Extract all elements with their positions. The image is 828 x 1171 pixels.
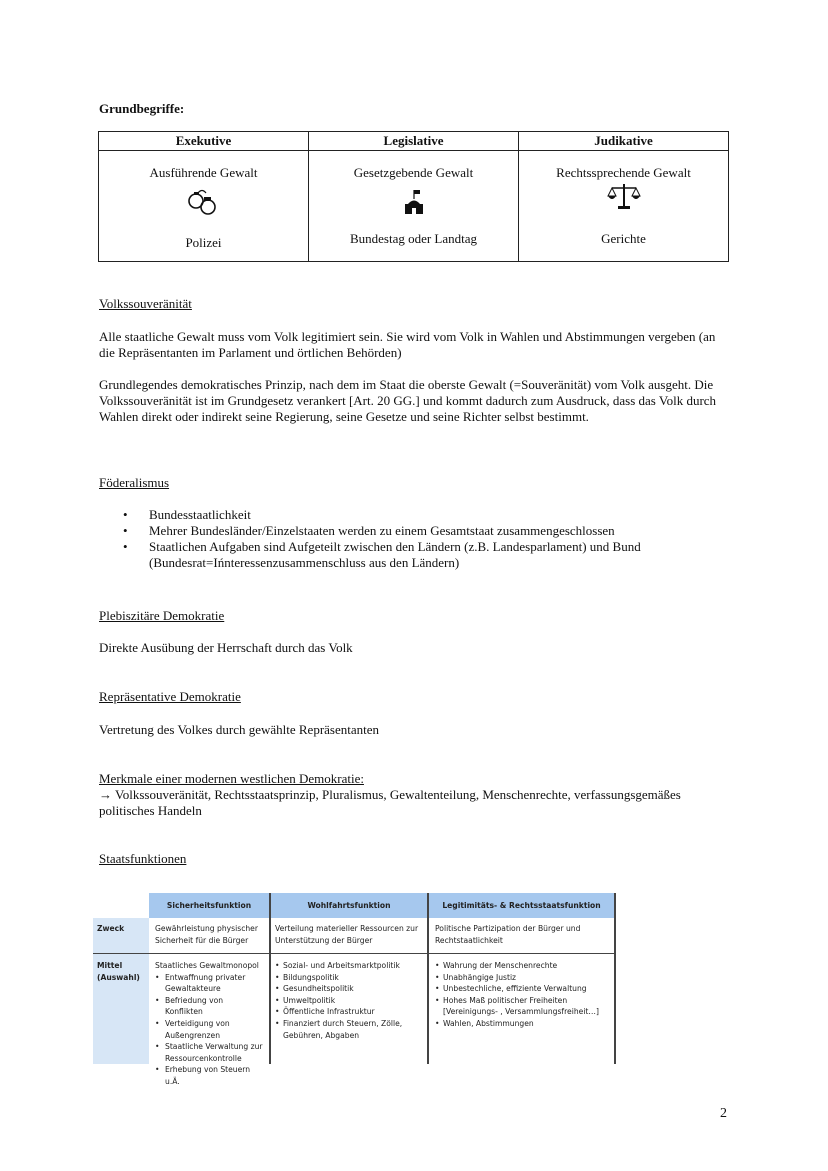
list-item: • Verteidigung von Außengrenzen xyxy=(155,1018,263,1041)
section-title: Grundbegriffe: xyxy=(99,101,185,116)
heading-volkssouveraenitaet: Volkssouveränität xyxy=(99,296,192,311)
cell: Verteilung materieller Ressourcen zur Unterstützung der Bürger xyxy=(271,918,429,953)
example: Polizei xyxy=(185,235,222,250)
header-judikative: Judikative xyxy=(519,132,729,151)
list-item: • Sozial- und Arbeitsmarktpolitik xyxy=(275,960,423,972)
cell-exekutive xyxy=(99,151,309,262)
header-legislative: Legislative xyxy=(309,132,519,151)
paragraph: Vertretung des Volkes durch gewählte Repräsentanten xyxy=(99,722,380,737)
desc: Gesetzgebende Gewalt xyxy=(353,165,474,180)
paragraph: → Volkssouveränität, Rechtsstaatsprinzip, Pluralismus, Gewaltenteilung, Menschenrechte, verfassungsgemäßes politisches Handeln xyxy=(99,787,681,818)
heading-staatsfunktionen: Staatsfunktionen xyxy=(99,851,187,866)
list-item: • Umweltpolitik xyxy=(275,995,423,1007)
cell xyxy=(271,954,429,1064)
list-item: • Öffentliche Infrastruktur xyxy=(275,1006,423,1018)
cell xyxy=(429,954,616,1064)
list-item: • Wahrung der Menschenrechte xyxy=(435,960,608,972)
list-item: • Mehrer Bundesländer/Einzelstaaten werden zu einem Gesamtstaat zusammengeschlossen xyxy=(99,523,739,539)
cell: Gewährleistung physischer Sicherheit für die Bürger xyxy=(149,918,271,953)
handcuffs-icon xyxy=(99,187,308,217)
paragraph: Alle staatliche Gewalt muss vom Volk legitimiert sein. Sie wird vom Volk in Wahlen und Abstimmungen vergeben (an die Repräsentanten im Parlament und örtlichen Behörden) xyxy=(99,329,716,360)
list-item: • Hohes Maß politischer Freiheiten [Vereinigungs- , Versammlungsfreiheit…] xyxy=(435,995,608,1018)
heading-merkmale: Merkmale einer modernen westlichen Demokratie: xyxy=(99,771,364,786)
list-item: • Unabhängige Justiz xyxy=(435,972,608,984)
paragraph: Direkte Ausübung der Herrschaft durch das Volk xyxy=(99,640,353,655)
list-item: • Wahlen, Abstimmungen xyxy=(435,1018,608,1030)
list-item: • Erhebung von Steuern u.Ä. xyxy=(155,1064,263,1087)
list-item: • Unbestechliche, effiziente Verwaltung xyxy=(435,983,608,995)
foederalismus-list xyxy=(99,507,739,571)
page-number: 2 xyxy=(720,1106,727,1121)
row-label: Zweck xyxy=(93,918,149,953)
scales-icon xyxy=(519,181,728,211)
col-header: Legitimitäts- & Rechtsstaatsfunktion xyxy=(429,893,616,918)
staatsfunktionen-table xyxy=(93,893,616,1086)
col-header: Wohlfahrtsfunktion xyxy=(271,893,429,918)
cell: Staatliches Gewaltmonopol • Entwaffnung privater Gewaltakteure • Befriedung von Konflikten • Verteidigung von Außengrenzen • Staatliche Verwaltung zur Ressourcenkontrolle • Erhebung von Steuern u.Ä. xyxy=(149,954,271,1064)
gewaltenteilung-table xyxy=(98,131,729,262)
list-item: • Bundesstaatlichkeit xyxy=(99,507,739,523)
heading-repraesentativ: Repräsentative Demokratie xyxy=(99,689,241,704)
list-item: • Staatlichen Aufgaben sind Aufgeteilt zwischen den Ländern (z.B. Landesparlament) und Bund (Bundesrat=Ińnteressenzusammenschluss aus den Ländern) xyxy=(99,539,739,571)
paragraph: Grundlegendes demokratisches Prinzip, nach dem im Staat die oberste Gewalt (=Souveränität) vom Volk ausgeht. Die Volkssouveränität ist im Grundgesetz verankert [Art. 20 GG.] und kommt dadurch zum Ausdruck, dass das Volk durch Wahlen direkt oder indirekt seine Regierung, seine Gesetze und seine Richter selbst bestimmt. xyxy=(99,377,717,424)
list-item: • Entwaffnung privater Gewaltakteure xyxy=(155,972,263,995)
cell-judikative xyxy=(519,151,729,262)
row-label: Mittel (Auswahl) xyxy=(93,954,149,1064)
list-item: • Staatliche Verwaltung zur Ressourcenkontrolle xyxy=(155,1041,263,1064)
list-item: • Gesundheitspolitik xyxy=(275,983,423,995)
example: Bundestag oder Landtag xyxy=(349,231,478,246)
cell: Politische Partizipation der Bürger und Rechtstaatlichkeit xyxy=(429,918,616,953)
desc: Rechtssprechende Gewalt xyxy=(556,165,691,180)
example: Gerichte xyxy=(601,231,646,246)
col-header: Sicherheitsfunktion xyxy=(149,893,271,918)
list-item: • Finanziert durch Steuern, Zölle, Gebühren, Abgaben xyxy=(275,1018,423,1041)
desc: Ausführende Gewalt xyxy=(149,165,258,180)
heading-plebiszitaer: Plebiszitäre Demokratie xyxy=(99,608,225,623)
list-item: • Befriedung von Konflikten xyxy=(155,995,263,1018)
heading-foederalismus: Föderalismus xyxy=(99,475,170,490)
parliament-building-icon xyxy=(309,187,518,217)
header-exekutive: Exekutive xyxy=(99,132,309,151)
cell-legislative xyxy=(309,151,519,262)
list-item: • Bildungspolitik xyxy=(275,972,423,984)
